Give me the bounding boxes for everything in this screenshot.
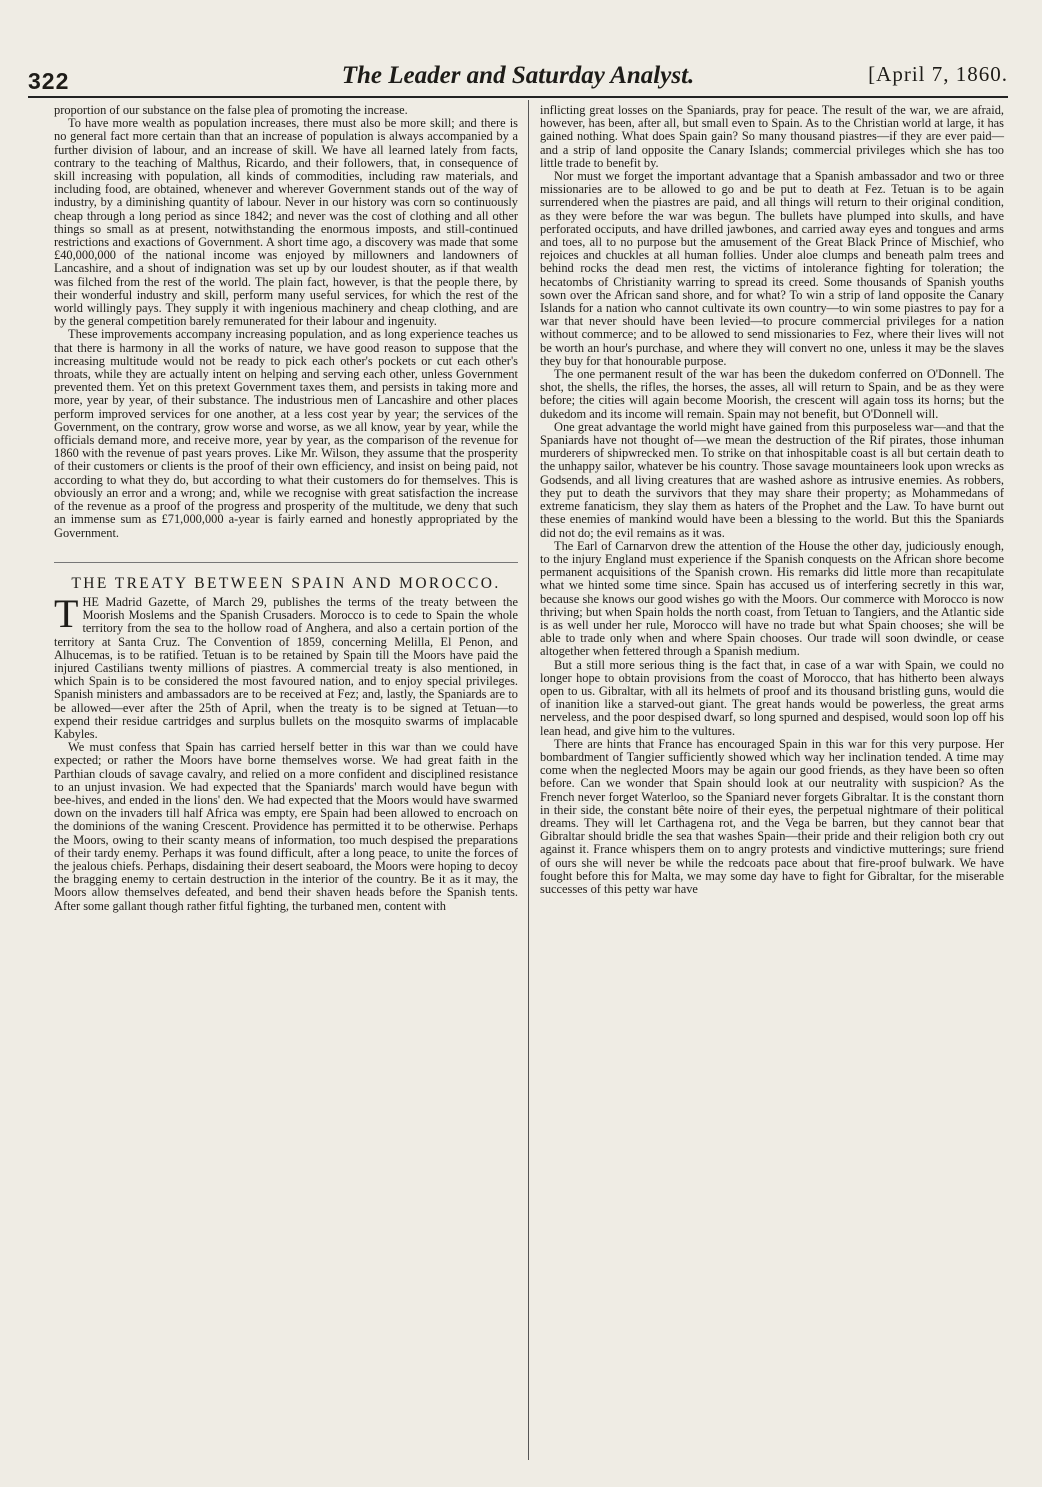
issue-date: [April 7, 1860. <box>868 62 1008 86</box>
drop-cap: T <box>54 590 79 636</box>
paragraph: There are hints that France has encouraged Spain in this war for this very purpose. Her bombardment of Tangier sufficiently showed which way her inclination tended. A time may come when the neglected Moors may be again our good friends, as they have been so often before. Can we wonder that Spain should look at our neutrality with suspicion? As the French never forget Waterloo, so the Spaniard never forgets Gibraltar. It is the constant thorn in their side, the constant bête noire of their eyes, the perpetual nightmare of their political dreams. They will let Carthagena rot, and the Vega be barren, but they cannot bear that Gibraltar should bridle the sea that washes Spain—their pride and their religion both cry out against it. France whispers them on to angry protests and vindictive mutterings; sure friend of ours she will never be while the redcoats pace about that fire-proof bulwark. We have fought before this for Malta, we may some day have to fight for Gibraltar, for the miserable successes of this petty war have <box>540 736 1004 896</box>
left-column <box>54 104 518 913</box>
paragraph <box>54 590 518 741</box>
paragraph: proportion of our substance on the false plea of promoting the increase. <box>54 103 408 117</box>
column-rule <box>528 100 529 1460</box>
paragraph: inflicting great losses on the Spaniards, pray for peace. The result of the war, we are afraid, however, has been, after all, but small even to Spain. As to the Christian world at large, it has gained nothing. What does Spain gain? So many thousand piastres—if they are ever paid—and a strip of land opposite the Canary Islands; commercial privileges which she has too little trade to benefit by. <box>540 103 1004 170</box>
page-number: 322 <box>28 68 70 94</box>
paragraph: But a still more serious thing is the fact that, in case of a war with Spain, we could no longer hope to obtain provisions from the coast of Morocco, that has hitherto been always open to us. Gibraltar, with all its helmets of proof and its thousand bristling guns, would die of inanition like a starved-out giant. The great hands would be powerless, the great arms nerveless, and the poor despised dwarf, so long spurned and despised, would soon lop off his lean head, and give him to the vultures. <box>540 657 1004 738</box>
right-column <box>540 104 1004 896</box>
paragraph: Nor must we forget the important advantage that a Spanish ambassador and two or three missionaries are to be allowed to go and be put to death at Fez. Tetuan is to be again surrendered when the piastres are paid, and all things will return to their original condition, as they were before the war was begun. The bullets have plumped into skulls, and have perforated occiputs, and have drilled jawbones, and carried away eyes and tongues and arms and toes, all to no purpose but the amusement of the Great Black Prince of Mischief, who rejoices and chuckles at all human follies. Under aloe clumps and beneath palm trees and behind rocks the dead men rest, the victims of intolerance fighting for toleration; the hecatombs of Christianity warring to spread its creed. Some thousands of Spanish youths sown over the African sand shore, and for what? To win a strip of land opposite the Canary Islands for a nation who cannot cultivate its own country—to win some piastres to pay for a war that never should have been levied—to procure commercial privileges for a nation without commerce; and to be allowed to send missionaries to Fez, where their lives will not be worth an hour's purchase, and where they will convert no one, unless it may be the slaves they buy for that honourable purpose. <box>540 169 1004 368</box>
paragraph: One great advantage the world might have gained from this purposeless war—and that the Spaniards have not thought of—we mean the destruction of the Rif pirates, those inhuman murderers of shipwrecked men. To strike on that inhospitable coast is all but certain death to the unhappy sailor, whatever be his country. Those savage mountaineers look upon wrecks as Godsends, and all living creatures that are washed ashore as intrusive enemies. As robbers, they put to death the survivors that they may share their property; as Mohammedans of extreme fanaticism, they slay them as haters of the Prophet and the Law. To have burnt out these enemies of mankind would have been a blessing to the world. But this the Spaniards did not do; the evil remains as it was. <box>540 419 1004 540</box>
article-title: THE TREATY BETWEEN SPAIN AND MOROCCO. <box>54 562 518 590</box>
paragraph: The Earl of Carnarvon drew the attention of the House the other day, judiciously enough, to the injury England must experience if the Spanish conquests on the African shore become permanent acquisitions of the Spanish crown. His remarks did little more than recapitulate what we hinted some time since. Spain has accused us of interfering secretly in this war, because she knows our good wishes go with the Moors. Our commerce with Morocco is now thriving; but when Spain holds the north coast, from Tetuan to Tangiers, and the Atlantic side is as well under her rule, Morocco will have no trade but what Spain chooses; she will be able to trade only when and where Spain chooses. Our trade will soon dwindle, or cease altogether when fettered through a Spanish medium. <box>540 538 1004 659</box>
paragraph-text: HE Madrid Gazette, of March 29, publishes the terms of the treaty between the Moorish Moslems and the Spanish Crusaders. Morocco is to cede to Spain the whole territory from the sea to the hollow road of Anghera, and also a certain portion of the territory at Santa Cruz. The Convention of 1859, concerning Melilla, El Penon, and Alhucemas, is to be ratified. Tetuan is to be retained by Spain till the Moors have paid the injured Castilians twenty millions of piastres. A commercial treaty is also mentioned, in which Spain is to be considered the most favoured nation, and to enjoy special privileges. Spanish ministers and ambassadors are to be received at Fez; and, lastly, the Spaniards are to be allowed—ever after the 25th of April, when the treaty is to be signed at Tetuan—to expend their residue cartridges and surplus bullets on the mosquito swarms of implacable Kabyles. <box>54 594 518 741</box>
paragraph: We must confess that Spain has carried herself better in this war than we could have expected; or rather the Moors have borne themselves worse. We had great faith in the Parthian clouds of savage cavalry, and relied on a more confident and disciplined resistance to an unjust invasion. We had expected that the Spaniards' march would have begun with bee-hives, and ended in the lions' den. We had expected that the Moors would have swarmed down on the invaders till half Africa was empty, ere Spain had been allowed to encroach on the dominions of the waning Crescent. Providence has permitted it to be otherwise. Perhaps the Moors, owing to their scanty means of information, too much despised the preparations of their tardy enemy. Perhaps it was found difficult, after a long peace, to unite the forces of the jealous chiefs. Perhaps, disdaining their desert seaboard, the Moors were hoping to decoy the bragging enemy to certain destruction in the interior of the country. Be it as it may, the Moors allow themselves defeated, and bend their shaven heads before the Spanish tents. After some gallant though rather fitful fighting, the turbaned men, content with <box>54 740 518 913</box>
paragraph: These improvements accompany increasing population, and as long experience teaches us that there is harmony in all the works of nature, we have good reason to suppose that the increasing multitude would not be ready to pick each other's pockets or cut each other's throats, while they are actually intent on helping and serving each other, unless Government prevented them. Yet on this pretext Government taxes them, and persists in taking more and more, year by year, of their substance. The industrious men of Lancashire and other places perform improved services for one another, at a less cost year by year; the services of the Government, on the contrary, grow worse and worse, as we all know, year by year, while the officials demand more, and receive more, year by year, as the comparison of the revenue for 1860 with the revenue of past years proves. Like Mr. Wilson, they assume that the prosperity of their customers or clients is the proof of their own efficiency, and insist on being paid, not according to what they do, but according to what their customers do for themselves. This is obviously an error and a wrong; and, while we recognise with great satisfaction the increase of the revenue as a proof of the progress and prosperity of the multitude, we deny that such an immense sum as £71,000,000 a-year is fairly earned and honestly appropriated by the Government. <box>54 327 518 540</box>
running-title: The Leader and Saturday Analyst. <box>341 62 695 89</box>
paragraph: To have more wealth as population increases, there must also be more skill; and there is no general fact more certain than that an increase of population is always accompanied by a further division of labour, and an increase of skill. We have all learned lately from facts, contrary to the teaching of Malthus, Ricardo, and their followers, that, in consequence of skill increasing with population, all kinds of commodities, including raw materials, and including food, are obtained, whenever and wherever Government stands out of the way of industry, by a diminishing quantity of labour. Never in our history was corn so continuously cheap through a long period as since 1842; and never was the cost of clothing and all other things so small as at present, notwithstanding the enormous imposts, and still-continued restrictions and exactions of Government. A short time ago, a discovery was made that some £40,000,000 of the national income was enjoyed by millowners and landowners of Lancashire, and a shout of indignation was set up by our loudest shouter, as if that wealth was filched from the rest of the world. The plain fact, however, is that the people there, by their wonderful industry and skill, perform many useful services, for which the rest of the world willingly pays. They supply it with ingenious machinery and cheap clothing, and are by the general competition barely remunerated for their labour and ingenuity. <box>54 116 518 329</box>
page-header <box>28 60 1008 98</box>
paragraph: The one permanent result of the war has been the dukedom conferred on O'Donnell. The shot, the shells, the rifles, the horses, the asses, all will return to Spain, and be as they were before; the cities will again become Moorish, the crescent will again toss its horns; but the dukedom and its income will remain. Spain may not benefit, but O'Donnell will. <box>540 367 1004 421</box>
